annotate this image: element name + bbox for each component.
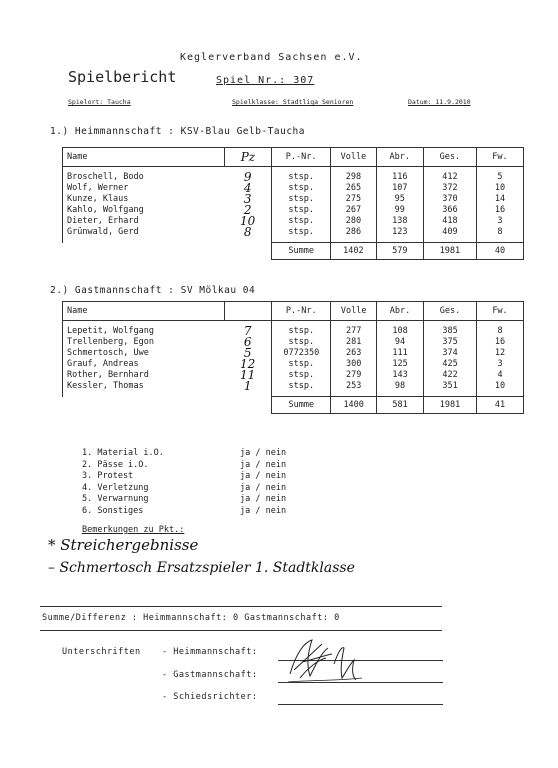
table-row (63, 167, 524, 184)
player-volle: 300 (331, 359, 376, 370)
player-fw: 16 (477, 337, 524, 348)
player-name: Rother, Bernhard (63, 370, 225, 381)
player-name: Kessler, Thomas (63, 381, 225, 397)
player-abr: 98 (376, 381, 423, 397)
column-header-volle: Volle (331, 302, 376, 321)
table-header-row (63, 148, 524, 167)
guest-team-table (62, 301, 524, 414)
table-row (63, 381, 524, 397)
signature-line-referee (278, 704, 443, 705)
player-position-number: 12 (224, 359, 271, 370)
column-header-pz (224, 302, 271, 321)
venue: Spielort: Taucha (68, 98, 131, 106)
guest-team-heading: 2.) Gastmannschaft : SV Mölkau 04 (50, 285, 256, 296)
home-summary-row (63, 243, 524, 260)
checklist-item-label: 1. Material i.O. (82, 448, 164, 458)
signatures-label: Unterschriften (62, 647, 141, 657)
summe-abr: 581 (376, 397, 423, 414)
player-ges: 409 (423, 227, 476, 243)
checklist-item-label: 3. Protest (82, 471, 134, 481)
checklist-item-answer: ja / nein (240, 482, 287, 493)
player-name: Dieter, Erhard (63, 216, 225, 227)
summe-label: Summe (272, 397, 331, 414)
player-ges: 370 (423, 194, 476, 205)
player-pass-number: stsp. (272, 167, 331, 184)
player-name: Lepetit, Wolfgang (63, 321, 225, 338)
table-row (63, 194, 524, 205)
player-name: Kahlo, Wolfgang (63, 205, 225, 216)
player-name: Trellenberg, Egon (63, 337, 225, 348)
player-fw: 10 (476, 183, 523, 194)
player-position-number: 11 (224, 370, 271, 381)
player-name: Grauf, Andreas (63, 359, 225, 370)
player-volle: 275 (331, 194, 377, 205)
checklist-labels (82, 448, 164, 517)
player-fw: 16 (476, 205, 523, 216)
signature-home-label: - Heimmannschaft: (162, 647, 258, 657)
player-position-number: 3 (224, 194, 271, 205)
player-abr: 138 (376, 216, 423, 227)
player-abr: 107 (376, 183, 423, 194)
player-position-number: 1 (224, 381, 271, 397)
player-fw: 14 (476, 194, 523, 205)
league-class: Spielklasse: Stadtliga Senioren (232, 98, 354, 106)
player-fw: 4 (477, 370, 524, 381)
player-ges: 385 (424, 321, 477, 338)
player-ges: 418 (423, 216, 476, 227)
player-pass-number: stsp. (272, 381, 331, 397)
table-row (63, 337, 524, 348)
player-pass-number: stsp. (272, 216, 331, 227)
player-ges: 372 (423, 183, 476, 194)
table-row (63, 359, 524, 370)
summe-label: Summe (272, 243, 331, 260)
player-ges: 425 (424, 359, 477, 370)
player-pass-number: stsp. (272, 227, 331, 243)
player-abr: 94 (376, 337, 423, 348)
player-position-number: 2 (224, 205, 271, 216)
player-volle: 280 (331, 216, 377, 227)
summary-difference: Summe/Differenz : Heimmannschaft: 0 Gastmannschaft: 0 (42, 613, 340, 623)
player-abr: 116 (376, 167, 423, 184)
table-row (63, 205, 524, 216)
column-header-pz: Pz (224, 148, 271, 167)
player-name: Schmertosch, Uwe (63, 348, 225, 359)
player-fw: 8 (477, 321, 524, 338)
summe-fw: 41 (477, 397, 524, 414)
checklist-item-label: 4. Verletzung (82, 482, 149, 493)
player-volle: 281 (331, 337, 376, 348)
player-abr: 108 (376, 321, 423, 338)
player-fw: 12 (477, 348, 524, 359)
player-volle: 298 (331, 167, 377, 184)
player-volle: 286 (331, 227, 377, 243)
guest-summary-row (63, 397, 524, 414)
player-position-number: 10 (224, 216, 271, 227)
guest-players (63, 321, 524, 397)
table-row (63, 227, 524, 243)
checklist-answers (240, 448, 286, 517)
player-volle: 265 (331, 183, 377, 194)
player-pass-number: stsp. (272, 205, 331, 216)
player-volle: 277 (331, 321, 376, 338)
summe-ges: 1981 (423, 243, 476, 260)
player-position-number: 6 (224, 337, 271, 348)
summe-volle: 1402 (331, 243, 377, 260)
summe-ges: 1981 (424, 397, 477, 414)
player-abr: 111 (376, 348, 423, 359)
column-header-fw: Fw. (477, 302, 524, 321)
organization-name: Keglerverband Sachsen e.V. (180, 52, 363, 63)
player-fw: 3 (476, 216, 523, 227)
column-header-abr: Abr. (376, 148, 423, 167)
table-row (63, 321, 524, 338)
home-players (63, 167, 524, 243)
column-header-pnr: P.-Nr. (272, 148, 331, 167)
column-header-volle: Volle (331, 148, 377, 167)
column-header-fw: Fw. (476, 148, 523, 167)
player-name: Grünwald, Gerd (63, 227, 225, 243)
player-ges: 375 (424, 337, 477, 348)
game-number: Spiel Nr.: 307 (216, 75, 315, 86)
table-row (63, 370, 524, 381)
column-header-ges: Ges. (423, 148, 476, 167)
summe-abr: 579 (376, 243, 423, 260)
player-fw: 5 (476, 167, 523, 184)
table-header-row (63, 302, 524, 321)
player-abr: 125 (376, 359, 423, 370)
divider (40, 630, 442, 631)
home-team-heading: 1.) Heimmannschaft : KSV-Blau Gelb-Taucha (50, 126, 305, 137)
remarks-heading: Bemerkungen zu Pkt.: (82, 525, 185, 535)
page-title: Spielbericht (68, 68, 177, 86)
table-row (63, 183, 524, 194)
home-team-table (62, 147, 524, 260)
checklist-item-answer: ja / nein (240, 471, 287, 481)
player-volle: 263 (331, 348, 376, 359)
table-row (63, 348, 524, 359)
match-date: Datum: 11.9.2010 (408, 98, 471, 106)
checklist-item-answer: ja / nein (240, 448, 287, 458)
divider (40, 606, 442, 607)
player-pass-number: stsp. (272, 194, 331, 205)
signature-referee-label: - Schiedsrichter: (162, 692, 258, 702)
player-pass-number: stsp. (272, 370, 331, 381)
summe-fw: 40 (476, 243, 523, 260)
remark-line-1: * Streichergebnisse (48, 536, 199, 554)
player-position-number: 4 (224, 183, 271, 194)
player-name: Broschell, Bodo (63, 167, 225, 184)
remark-line-2: – Schmertosch Ersatzspieler 1. Stadtklasse (48, 560, 355, 576)
player-ges: 422 (424, 370, 477, 381)
player-fw: 8 (476, 227, 523, 243)
summe-volle: 1400 (331, 397, 376, 414)
player-ges: 351 (424, 381, 477, 397)
player-ges: 366 (423, 205, 476, 216)
player-pass-number: stsp. (272, 337, 331, 348)
player-fw: 3 (477, 359, 524, 370)
signature-guest-label: - Gastmannschaft: (162, 670, 258, 680)
column-header-abr: Abr. (376, 302, 423, 321)
player-volle: 279 (331, 370, 376, 381)
column-header-name: Name (63, 148, 225, 167)
player-ges: 412 (423, 167, 476, 184)
player-abr: 99 (376, 205, 423, 216)
player-position-number: 8 (224, 227, 271, 243)
table-row (63, 216, 524, 227)
checklist-item-answer: ja / nein (240, 494, 287, 504)
checklist-item-label: 5. Verwarnung (82, 494, 149, 504)
column-header-pnr: P.-Nr. (272, 302, 331, 321)
player-pass-number: 0772350 (272, 348, 331, 359)
checklist-item-label: 6. Sonstiges (82, 505, 144, 516)
player-ges: 374 (424, 348, 477, 359)
checklist-item-label: 2. Pässe i.O. (82, 459, 149, 470)
player-pass-number: stsp. (272, 321, 331, 338)
player-volle: 267 (331, 205, 377, 216)
player-name: Wolf, Werner (63, 183, 225, 194)
player-pass-number: stsp. (272, 359, 331, 370)
player-fw: 10 (477, 381, 524, 397)
checklist-item-answer: ja / nein (240, 505, 287, 516)
player-abr: 143 (376, 370, 423, 381)
column-header-ges: Ges. (424, 302, 477, 321)
player-position-number: 5 (224, 348, 271, 359)
player-volle: 253 (331, 381, 376, 397)
player-name: Kunze, Klaus (63, 194, 225, 205)
player-position-number: 7 (224, 321, 271, 338)
handwritten-signature-icon (282, 634, 372, 688)
player-pass-number: stsp. (272, 183, 331, 194)
checklist-item-answer: ja / nein (240, 459, 287, 470)
player-position-number: 9 (224, 167, 271, 184)
player-abr: 95 (376, 194, 423, 205)
player-abr: 123 (376, 227, 423, 243)
column-header-name: Name (63, 302, 225, 321)
